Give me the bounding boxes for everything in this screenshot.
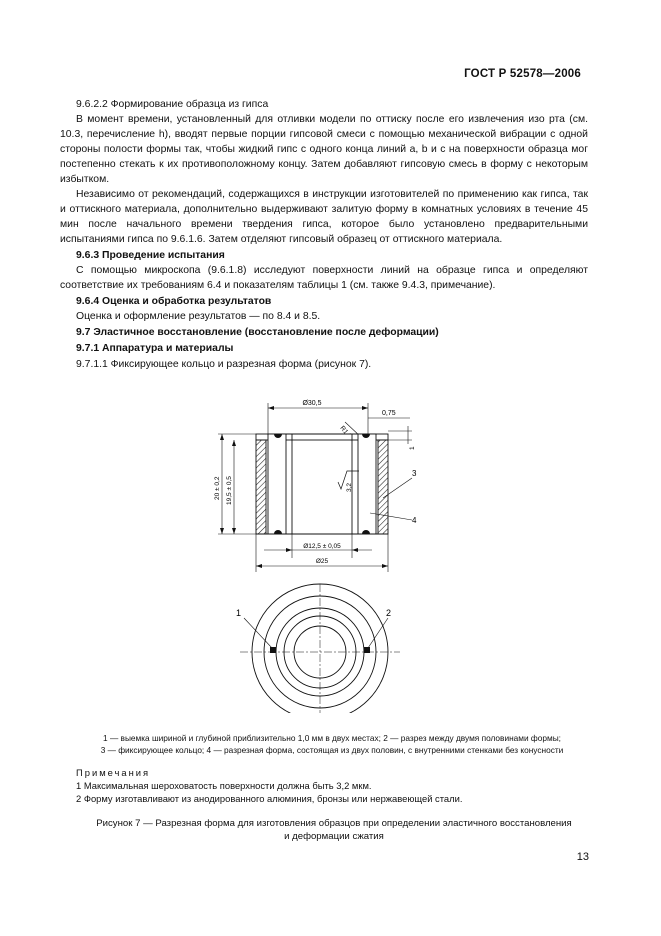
section-9-6-2-2-paragraph-2: Независимо от рекомендаций, содержащихся в инструкции изготовителей по применению как гипса, так и оттискного материала, дополнительно выдерживают залитую форму в комнатных условиях в течение 45 мин после начального времени твердения гипса, которое было установлено предварительными испытаниями гипса по 9.6.1.6. Затем отделяют гипсовый образец от оттискного материала. xyxy=(60,189,588,245)
section-9-7-1-title: 9.7.1 Аппаратура и материалы xyxy=(76,343,234,354)
document-header: ГОСТ Р 52578—2006 xyxy=(464,68,581,80)
section-9-6-4-paragraph: Оценка и оформление результатов — по 8.4 и 8.5. xyxy=(76,311,321,322)
section-9-6-3-title: 9.6.3 Проведение испытания xyxy=(76,250,225,261)
figure-caption-line-2: и деформации сжатия xyxy=(284,831,384,842)
dim-height-total: 20 ± 0,2 xyxy=(214,476,221,500)
dim-height-inner: 19,5 ± 0,5 xyxy=(226,476,233,505)
section-9-6-3-paragraph: С помощью микроскопа (9.6.1.8) исследуют поверхности линий на образце гипса и определяют соответствие их требованиям 6.4 и показателям таблицы 1 (см. также 9.4.3, примечание). xyxy=(60,265,588,291)
section-9-7-1-1-paragraph: 9.7.1.1 Фиксирующее кольцо и разрезная форма (рисунок 7). xyxy=(76,359,372,370)
dim-inner-diameter: Ø12,5 ± 0,05 xyxy=(303,543,341,550)
section-9-7-title: 9.7 Эластичное восстановление (восстановление после деформации) xyxy=(76,327,439,338)
dim-top-diameter: Ø30,5 xyxy=(302,400,322,407)
section-9-6-2-2-title: 9.6.2.2 Формирование образца из гипса xyxy=(76,99,269,110)
note-2: 2 Форму изготавливают из анодированного алюминия, бронзы или нержавеющей стали. xyxy=(76,793,463,804)
section-9-6-2-2-paragraph-1: В момент времени, установленный для отливки модели по оттиску после его извлечения изо рта (см. 10.3, перечисление h), вводят первые порции гипсовой смеси с помощью механической вибрации с одной стороны полости формы так, чтобы жидкий гипс с одного конца линий a, b и c на поверхности образца мог постепенно стекать к их противоположному концу. Затем добавляют гипсовую смесь в форму с некоторым избытком. xyxy=(60,114,588,185)
plan-view xyxy=(236,584,400,713)
label-item-2: 2 xyxy=(386,608,392,618)
figure-caption-line-1: Рисунок 7 — Разрезная форма для изготовления образцов при определении эластичного восстановления xyxy=(96,818,572,829)
figure-legend-line-2: 3 — фиксирующее кольцо; 4 — разрезная форма, состоящая из двух половин, с внутренними стенками без конусности xyxy=(100,745,564,755)
dim-side-marker: 1 xyxy=(409,446,416,450)
dim-offset: 0,75 xyxy=(382,410,396,417)
note-1: 1 Максимальная шероховатость поверхности должна быть 3,2 мкм. xyxy=(76,780,372,791)
dim-outer-diameter: Ø25 xyxy=(315,558,329,565)
label-item-1: 1 xyxy=(236,608,242,618)
notes-title: Примечания xyxy=(76,767,151,778)
label-item-4: 4 xyxy=(412,516,417,525)
section-9-6-4-title: 9.6.4 Оценка и обработка результатов xyxy=(76,296,272,307)
section-view xyxy=(214,400,417,572)
page-number: 13 xyxy=(576,851,589,863)
figure-7-drawing xyxy=(200,388,430,713)
figure-legend-line-1: 1 — выемка шириной и глубиной приблизительно 1,0 мм в двух местах; 2 — разрез между двумя половинами формы; xyxy=(103,733,561,743)
label-item-3: 3 xyxy=(412,469,417,478)
dim-roughness: 3,2 xyxy=(346,482,353,492)
